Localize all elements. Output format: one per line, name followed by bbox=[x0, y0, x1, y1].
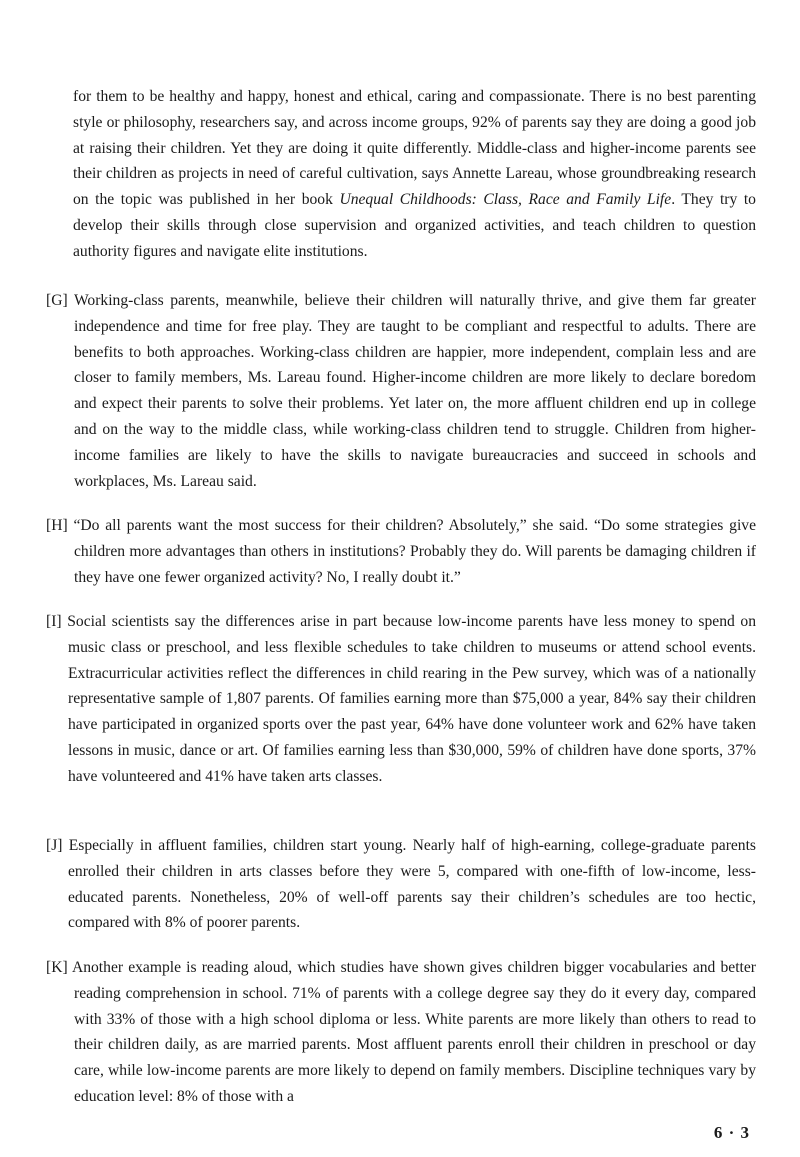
paragraph-text: Especially in affluent families, children start young. Nearly half of high-earning, college-graduate parents enrolled their children in arts classes before they were 5, compared with one-fifth of low-income, less-educated parents. Nonetheless, 20% of well-off parents say their children’s schedules are too hectic, compared with 8% of poorer parents. bbox=[68, 837, 757, 932]
paragraph-text: “Do all parents want the most success for their children? Absolutely,” she said. “Do some strategies give children more advantages than others in institutions? Probably they do. Will parents be damaging children if they have one fewer organized activity? No, I really doubt it.” bbox=[73, 517, 756, 586]
paragraph-text: Social scientists say the differences arise in part because low-income parents have less money to spend on music class or preschool, and less flexible schedules to take children to museums or attend school events. Extracurricular activities reflect the differences in child rearing in the Pew survey, which was of a nationally representative sample of 1,807 parents. Of families earning more than $75,000 a year, 84% say their children have participated in organized sports over the past year, 64% have done volunteer work and 62% have taken lessons in music, dance or art. Of families earning less than $30,000, 59% of children have done sports, 37% have volunteered and 41% have taken arts classes. bbox=[67, 613, 756, 785]
paragraph-label: [J] bbox=[46, 837, 63, 854]
paragraph-k bbox=[46, 955, 756, 1110]
continuation-text-before: for them to be healthy and happy, honest and ethical, caring and compassionate. There is no best parenting style or philosophy, researchers say, and across income groups, 92% of parents say they are doing a good job at raising their children. Yet they are doing it quite differently. Middle-class and higher-income parents see their children as projects in need of careful cultivation, says Annette Lareau, whose groundbreaking research on the topic was published in her book bbox=[73, 88, 756, 209]
continuation-paragraph bbox=[73, 84, 756, 265]
continuation-text-after: . They try to develop their skills through close supervision and organized activities, and teach children to question authority figures and navigate elite institutions. bbox=[73, 191, 756, 260]
paragraph-text: Another example is reading aloud, which studies have shown gives children bigger vocabularies and better reading comprehension in school. 71% of parents with a college degree say they do it every day, compared with 33% of those with a high school diploma or less. White parents are more likely than others to read to their children daily, as are married parents. Most affluent parents enroll their children in preschool or day care, while low-income parents are more likely to depend on family members. Discipline techniques vary by education level: 8% of those with a bbox=[71, 959, 756, 1105]
paragraph-label: [G] bbox=[46, 292, 68, 309]
paragraph-label: [K] bbox=[46, 959, 68, 976]
paragraph-text: Working-class parents, meanwhile, believe their children will naturally thrive, and give them far greater independence and time for free play. They are taught to be compliant and respectful to adults. There are benefits to both approaches. Working-class children are happier, more independent, complain less and are closer to family members, Ms. Lareau found. Higher-income children are more likely to declare boredom and expect their parents to solve their problems. Yet later on, the more affluent children end up in college and on the way to the middle class, while working-class children tend to struggle. Children from higher-income families are likely to have the skills to navigate bureaucracies and succeed in schools and workplaces, Ms. Lareau said. bbox=[73, 292, 756, 490]
paragraph-label: [H] bbox=[46, 517, 68, 534]
paragraph-g bbox=[46, 288, 756, 494]
paragraph-h bbox=[46, 513, 756, 590]
paragraph-j bbox=[46, 833, 756, 936]
page-number: 6 · 3 bbox=[713, 1123, 750, 1142]
paragraph-label: [I] bbox=[46, 613, 62, 630]
book-title: Unequal Childhoods: Class, Race and Family Life bbox=[339, 191, 672, 209]
paragraph-i bbox=[46, 609, 756, 790]
